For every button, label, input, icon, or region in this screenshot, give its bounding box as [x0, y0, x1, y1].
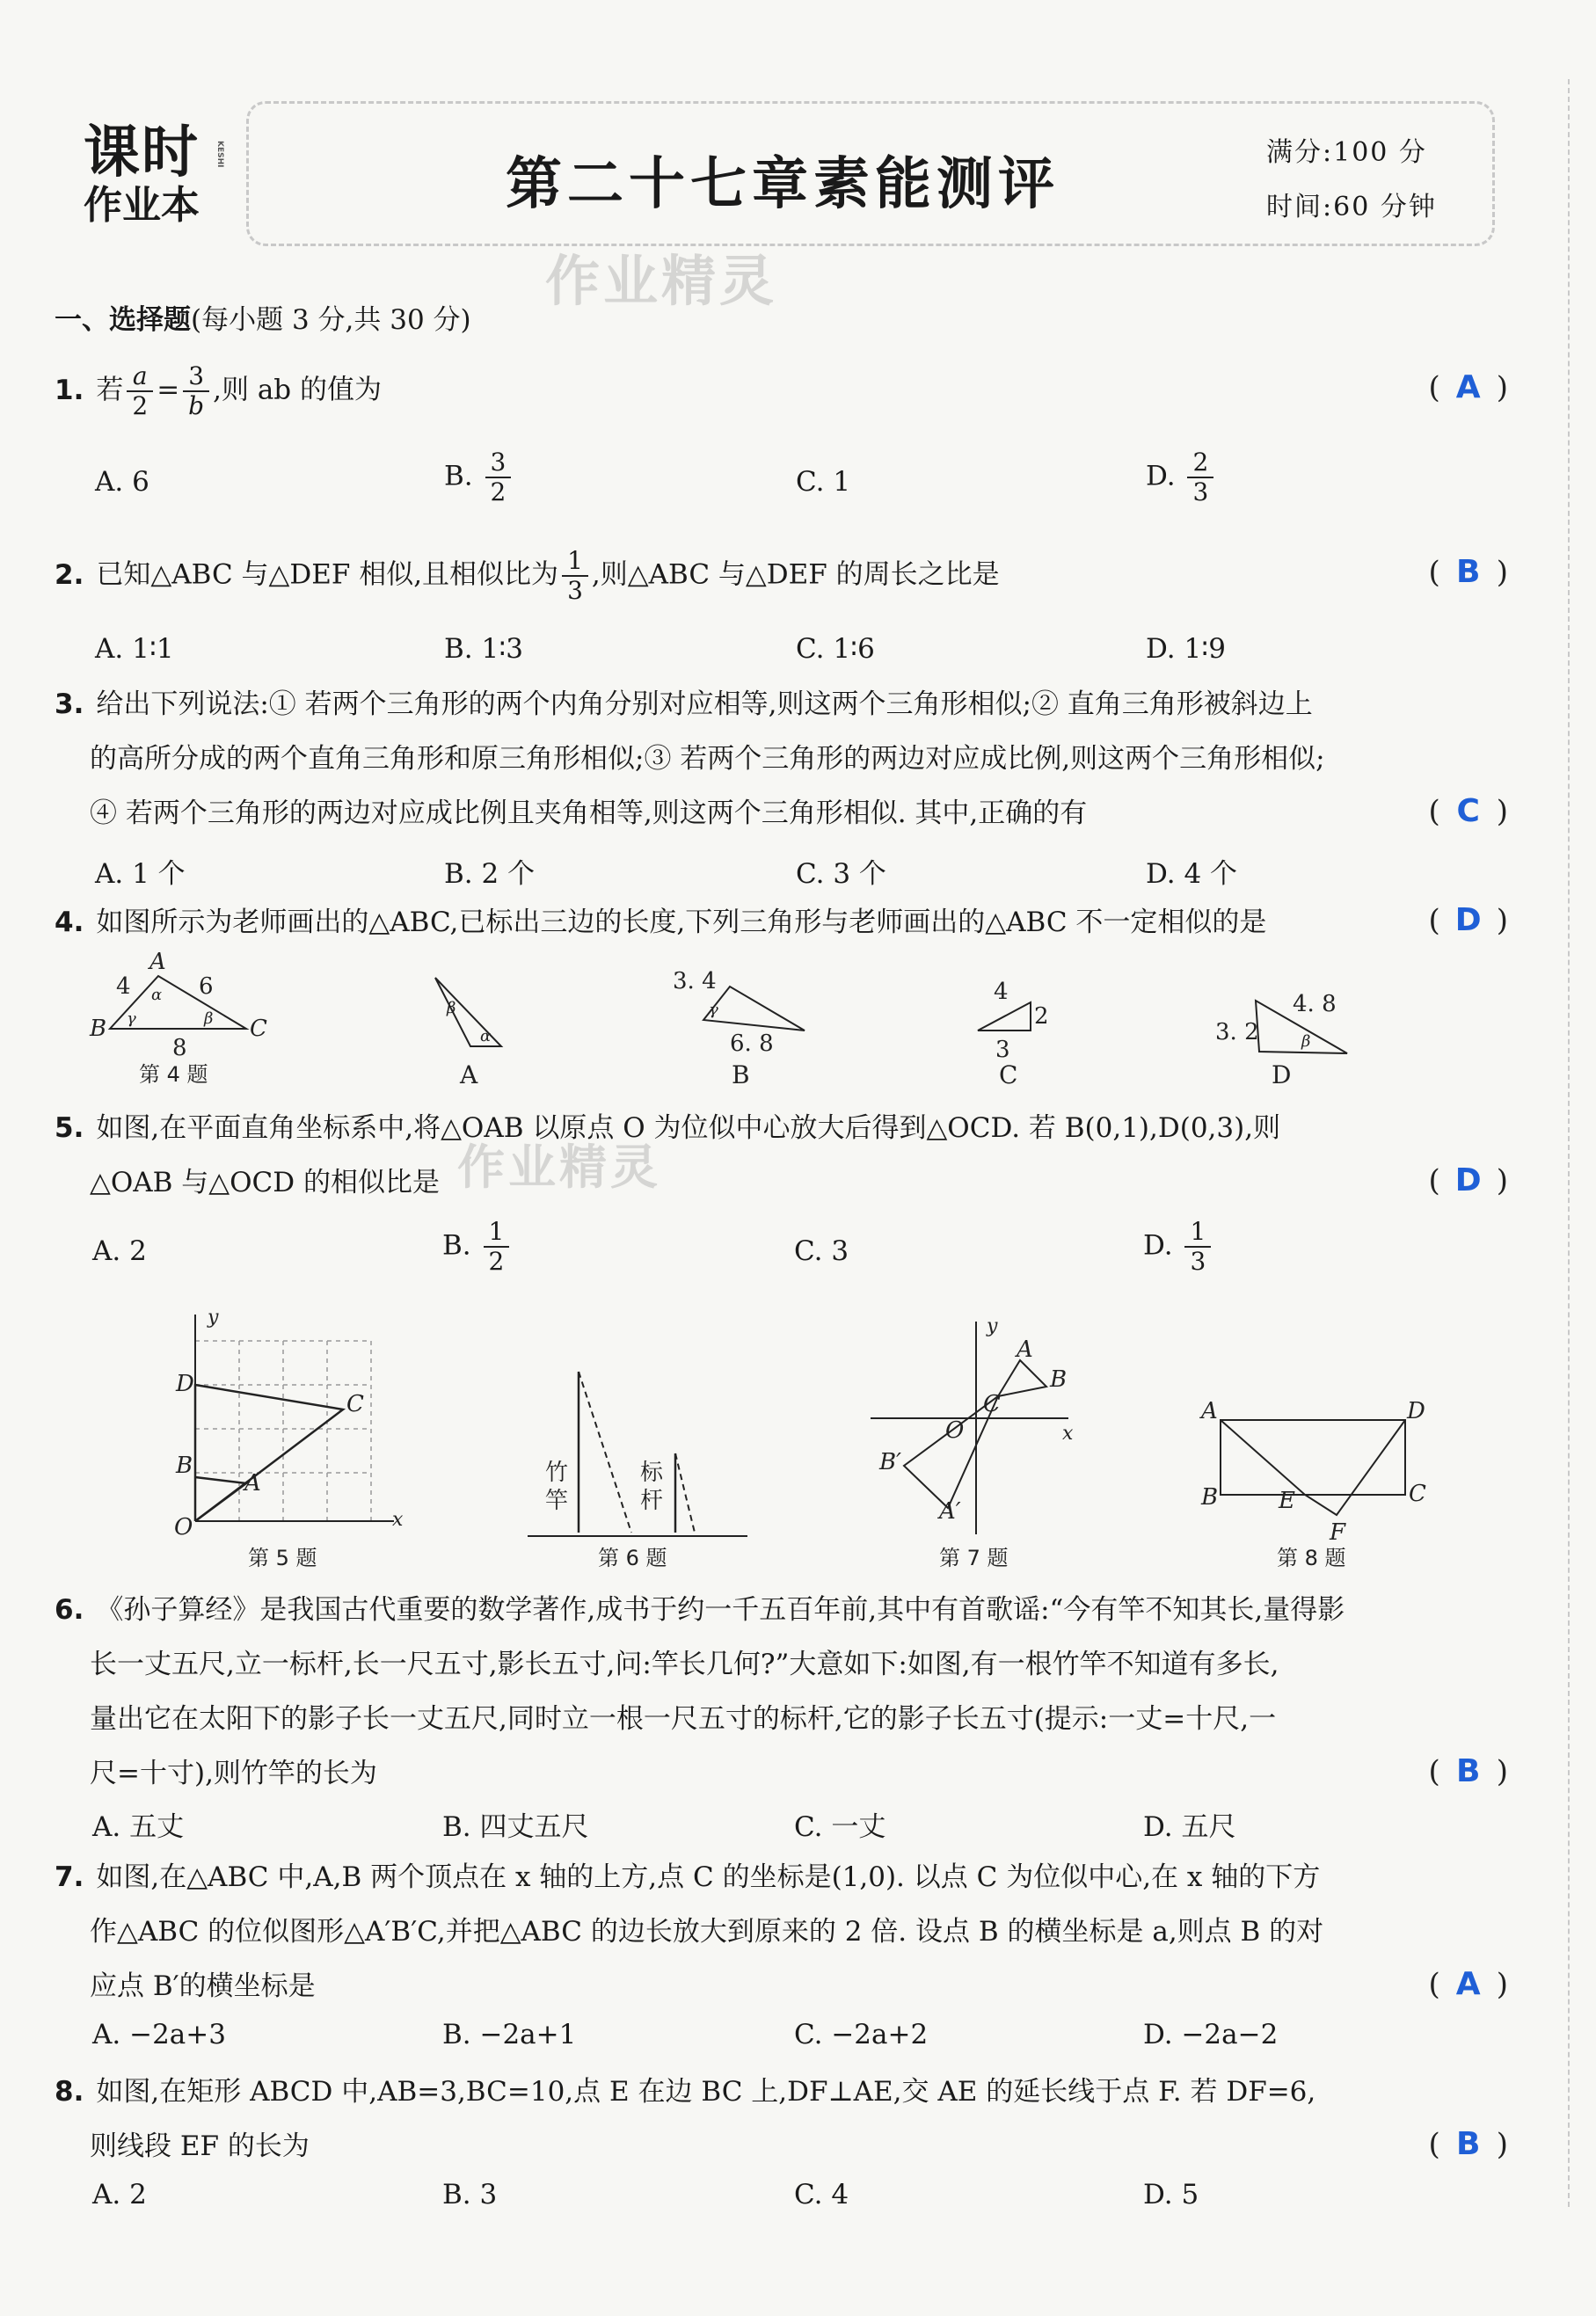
answer-value: A: [1455, 1966, 1481, 2002]
opt-frac: [485, 448, 512, 506]
page-title: 第二十七章素能测评: [506, 151, 1060, 217]
time-limit: 时间:60 分钟: [1266, 192, 1437, 222]
q2-text-pre: 已知△ABC 与△DEF 相似,且相似比为: [96, 558, 559, 591]
q3-option-d: D. 4 个: [1146, 858, 1238, 890]
fig8-a-label: A: [1201, 1398, 1218, 1424]
q1-text-pre: 若: [96, 374, 124, 406]
fig7-a1-label: A′: [939, 1498, 961, 1525]
q8-line2: 则线段 EF 的长为: [90, 2130, 310, 2162]
q1-option-c: C. 1: [796, 466, 851, 498]
fig7-b1-label: B′: [879, 1449, 902, 1475]
fig7-caption: 第 7 题: [939, 1546, 1009, 1570]
answer-5: ( D ): [1428, 1162, 1508, 1198]
answer-3: ( C ): [1428, 793, 1508, 829]
answer-6: ( B ): [1428, 1753, 1508, 1789]
q3-option-c: C. 3 个: [796, 858, 886, 890]
question-2: [55, 547, 1514, 605]
q2-option-b: B. 1∶3: [444, 633, 524, 665]
answer-value: C: [1456, 793, 1480, 829]
frac-num: 1: [484, 1218, 510, 1248]
opt-label: D.: [1146, 460, 1176, 492]
fig8-c-label: C: [1409, 1481, 1426, 1507]
fig7-x-label: x: [1062, 1423, 1074, 1445]
watermark: 作业精灵: [545, 249, 778, 313]
answer-4: ( D ): [1428, 902, 1508, 938]
fig8-e-label: E: [1279, 1488, 1295, 1514]
answer-value: B: [1456, 554, 1481, 590]
fig8-b-label: B: [1201, 1484, 1219, 1511]
q1-option-a: A. 6: [95, 466, 149, 498]
fig5-o-label: O: [174, 1514, 193, 1540]
fig4-opt-b-s1: 3. 4: [673, 968, 717, 994]
question-3: [55, 677, 1514, 841]
question-number: 4.: [55, 907, 84, 938]
question-6: [55, 1583, 1514, 1801]
opt-frac: [1187, 448, 1213, 506]
fig7-y-label: y: [987, 1315, 998, 1337]
question-1: [55, 362, 1514, 420]
q1-frac2: [183, 362, 209, 420]
question-number: 8.: [55, 2076, 84, 2108]
fig4-opt-a-triangle: [435, 978, 501, 1046]
frac-num: 3: [183, 362, 209, 392]
q5-option-b: [442, 1218, 513, 1276]
q5-option-a: A. 2: [92, 1235, 147, 1267]
fig7-o-label: O: [945, 1417, 965, 1444]
fig4-opt-b-gamma: γ: [709, 1001, 718, 1019]
full-score: 满分:100 分: [1266, 137, 1427, 168]
fig4-label-a: A: [149, 950, 166, 975]
q2-option-a: A. 1∶1: [95, 633, 174, 665]
answer-1: ( A ): [1428, 369, 1508, 405]
answer-value: D: [1454, 902, 1482, 938]
fig5-triangle-ocd: [195, 1385, 343, 1521]
opt-frac: [484, 1218, 510, 1276]
margin-dashed-line: [1568, 79, 1570, 2207]
q5-option-c: C. 3: [794, 1235, 849, 1267]
fig4-side-ac: 6: [199, 973, 214, 1000]
question-7: [55, 1850, 1514, 2014]
fig5-caption: 第 5 题: [248, 1546, 317, 1570]
frac-den: 2: [490, 477, 506, 506]
frac-num: 1: [562, 547, 588, 577]
fig4-opt-b-s2: 6. 8: [730, 1031, 774, 1057]
q1-text-post: ,则 ab 的值为: [213, 374, 382, 406]
frac-num: 2: [1187, 448, 1213, 478]
q1-eq: =: [157, 374, 180, 406]
answer-2: ( B ): [1428, 554, 1508, 590]
opt-frac: [1184, 1218, 1211, 1276]
q4-figures: [0, 950, 1596, 1099]
q8-text: 如图,在矩形 ABCD 中,AB=3,BC=10,点 E 在边 BC 上,DF⊥AE,交 AE 的延长线于点 F. 若 DF=6,: [96, 2076, 1316, 2108]
question-number: 2.: [55, 558, 84, 591]
fig4-opt-b-label: B: [732, 1060, 750, 1089]
q2-option-d: D. 1∶9: [1146, 633, 1226, 665]
q5-text: 如图,在平面直角坐标系中,将△OAB 以原点 O 为位似中心放大后得到△OCD. 若 B(0,1),D(0,3),则: [96, 1112, 1281, 1144]
section-label: 一、选择题: [55, 304, 191, 336]
question-number: 5.: [55, 1112, 84, 1144]
frac-num: 3: [485, 448, 512, 478]
answer-value: A: [1455, 369, 1481, 405]
fig6-pole-label1: 竹: [545, 1460, 569, 1486]
answer-value: B: [1456, 1753, 1481, 1789]
q7-line3: 应点 B′的横坐标是: [90, 1970, 316, 2002]
q8-option-d: D. 5: [1143, 2179, 1199, 2210]
fig6-pole-sunray: [579, 1372, 631, 1533]
answer-8: ( B ): [1428, 2126, 1508, 2162]
q1-option-b: [444, 448, 514, 506]
frac-den: 2: [132, 391, 149, 420]
fig6-pole-label2: 竿: [545, 1488, 569, 1514]
opt-label: B.: [442, 1229, 471, 1262]
logo-line2: 作业本: [84, 183, 200, 228]
q2-option-c: C. 1∶6: [796, 633, 875, 665]
q6-option-a: A. 五丈: [92, 1811, 185, 1843]
q6-line4: 尺=十寸),则竹竿的长为: [90, 1758, 377, 1789]
fig4-opt-d-beta: β: [1301, 1032, 1311, 1051]
logo-line1: 课时: [84, 120, 200, 186]
fig4-opt-c-s3: 3: [995, 1037, 1010, 1063]
frac-den: 2: [488, 1247, 505, 1276]
q7-text: 如图,在△ABC 中,A,B 两个顶点在 x 轴的上方,点 C 的坐标是(1,0). 以点 C 为位似中心,在 x 轴的下方: [96, 1861, 1321, 1893]
fig6-rod-sunray: [675, 1453, 695, 1533]
q1-option-d: [1146, 448, 1217, 506]
fig7-a-label: A: [1017, 1336, 1033, 1363]
fig6-rod-label2: 杆: [640, 1488, 664, 1514]
q3-line3: ④ 若两个三角形的两边对应成比例且夹角相等,则这两个三角形相似. 其中,正确的有: [90, 797, 1088, 829]
fig7-b-label: B: [1050, 1366, 1068, 1393]
q5-option-d: [1143, 1218, 1214, 1276]
opt-label: D.: [1143, 1229, 1173, 1262]
q8-line1: [55, 2065, 1514, 2119]
fig4-caption: 第 4 题: [139, 1062, 208, 1087]
q2-frac: [562, 547, 588, 605]
watermark-2: 作业精灵: [457, 1140, 661, 1195]
fig5-b-label: B: [176, 1453, 193, 1479]
question-4: [55, 895, 1514, 950]
q5-line2: △OAB 与△OCD 的相似比是: [90, 1167, 440, 1198]
logo-sub: KESHI: [215, 141, 224, 168]
fig8-d-label: D: [1407, 1398, 1425, 1424]
fig8-caption: 第 8 题: [1277, 1546, 1346, 1570]
frac-num: 1: [1184, 1218, 1211, 1248]
logo: [84, 120, 224, 229]
q7-line1: [55, 1850, 1514, 1905]
fig4-opt-d-s2: 3. 2: [1215, 1019, 1259, 1045]
q6-text: 《孙子算经》是我国古代重要的数学著作,成书于约一千五百年前,其中有首歌谣:“今有竿不知其长,量得影: [96, 1594, 1345, 1626]
fig4-side-bc: 8: [172, 1035, 187, 1061]
fig5-d-label: D: [176, 1371, 194, 1397]
fig4-label-c: C: [250, 1016, 267, 1042]
section-heading: [55, 297, 471, 337]
question-number: 3.: [55, 688, 84, 720]
q6-option-c: C. 一丈: [794, 1811, 886, 1843]
fig4-opt-d-s1: 4. 8: [1293, 991, 1337, 1017]
fig6-rod-label1: 标: [640, 1460, 664, 1486]
q2-text-post: ,则△ABC 与△DEF 的周长之比是: [591, 558, 1000, 591]
q7-option-c: C. −2a+2: [794, 2019, 929, 2050]
q8-option-b: B. 3: [442, 2179, 498, 2210]
q6-line1: [55, 1583, 1514, 1637]
q3-option-b: B. 2 个: [444, 858, 536, 890]
frac-den: b: [188, 391, 205, 420]
section-note: (每小题 3 分,共 30 分): [191, 304, 471, 336]
fig4-opt-c-s1: 4: [994, 979, 1009, 1005]
fig4-opt-c-triangle: [978, 1002, 1031, 1031]
fig5-y-label: y: [208, 1307, 219, 1329]
fig6-caption: 第 6 题: [598, 1546, 667, 1570]
fig8-lines-aef-fd: [1221, 1420, 1405, 1515]
q7-option-d: D. −2a−2: [1143, 2019, 1279, 2050]
q1-frac1: [127, 362, 153, 420]
fig4-opt-a-beta: β: [447, 999, 456, 1017]
fig4-beta: β: [204, 1009, 214, 1028]
q6-option-d: D. 五尺: [1143, 1811, 1236, 1843]
q4-text: 如图所示为老师画出的△ABC,已标出三边的长度,下列三角形与老师画出的△ABC 不一定相似的是: [96, 907, 1267, 938]
fig7-triangle-abc: [998, 1360, 1046, 1396]
question-number: 1.: [55, 374, 84, 406]
fig5-a-label: A: [244, 1470, 261, 1497]
q6-line3: 量出它在太阳下的影子长一丈五尺,同时立一根一尺五寸的标杆,它的影子长五寸(提示:一丈=十尺,一: [90, 1703, 1277, 1735]
q3-text: 给出下列说法:① 若两个三角形的两个内角分别对应相等,则这两个三角形相似;② 直角三角形被斜边上: [96, 688, 1313, 720]
q3-line1: [55, 677, 1514, 732]
q6-option-b: B. 四丈五尺: [442, 1811, 589, 1843]
fig5-grid: [195, 1341, 371, 1521]
question-8: [55, 2065, 1514, 2174]
answer-value: D: [1454, 1162, 1482, 1198]
answer-value: B: [1456, 2126, 1481, 2162]
q7-line2: 作△ABC 的位似图形△A′B′C,并把△ABC 的边长放大到原来的 2 倍. 设点 B 的横坐标是 a,则点 B 的对: [90, 1916, 1324, 1948]
q6-line2: 长一丈五尺,立一标杆,长一尺五寸,影长五寸,问:竿长几何?”大意如下:如图,有一根竹竿不知道有多长,: [90, 1649, 1279, 1680]
fig4-opt-d-label: D: [1272, 1060, 1292, 1089]
fig4-opt-c-s2: 2: [1034, 1003, 1049, 1030]
q3-option-a: A. 1 个: [95, 858, 186, 890]
question-5: [55, 1101, 1514, 1210]
frac-den: 3: [1192, 477, 1209, 506]
q3-line2: 的高所分成的两个直角三角形和原三角形相似;③ 若两个三角形的两边对应成比例,则这两个三角形相似;: [90, 743, 1325, 775]
fig4-opt-c-label: C: [999, 1060, 1018, 1089]
fig5-x-label: x: [392, 1509, 404, 1531]
fig4-alpha: α: [151, 986, 163, 1004]
q8-option-c: C. 4: [794, 2179, 849, 2210]
fig8-f-label: F: [1330, 1519, 1346, 1546]
q8-option-a: A. 2: [92, 2179, 147, 2210]
fig4-opt-b-triangle: [703, 987, 805, 1031]
fig4-opt-a-label: A: [460, 1060, 478, 1089]
fig7-c-label: C: [983, 1391, 1001, 1417]
fig4-label-b: B: [90, 1016, 107, 1042]
frac-den: 3: [567, 576, 583, 605]
fig4-side-ab: 4: [116, 973, 131, 1000]
q5-line1: [55, 1101, 1514, 1155]
q7-option-a: A. −2a+3: [92, 2019, 226, 2050]
opt-label: B.: [444, 460, 473, 492]
fig4-opt-a-alpha: α: [480, 1027, 492, 1045]
frac-den: 3: [1190, 1247, 1206, 1276]
q7-option-b: B. −2a+1: [442, 2019, 577, 2050]
figures-5-8: [0, 1297, 1596, 1587]
question-number: 6.: [55, 1594, 84, 1626]
answer-7: ( A ): [1428, 1966, 1508, 2002]
fig4-gamma: γ: [127, 1009, 136, 1028]
frac-num: a: [127, 362, 153, 392]
fig5-c-label: C: [346, 1391, 364, 1417]
question-number: 7.: [55, 1861, 84, 1893]
